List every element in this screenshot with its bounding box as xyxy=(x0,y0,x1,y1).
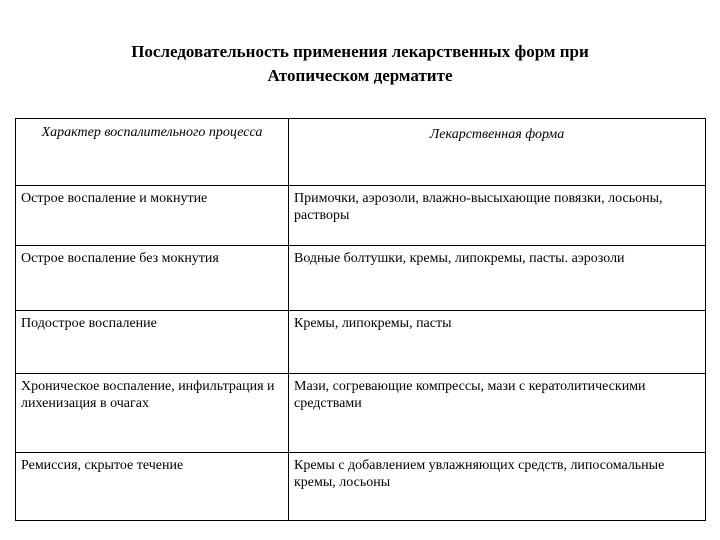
drug-forms-table xyxy=(15,118,706,521)
drug-form-cell: Мази, согревающие компрессы, мази с кератолитическими средствами xyxy=(289,374,706,453)
process-cell: Подострое воспаление xyxy=(16,311,289,374)
drug-form-cell: Водные болтушки, кремы, липокремы, пасты. аэрозоли xyxy=(289,246,706,311)
table-row xyxy=(16,246,706,311)
table-header-row xyxy=(16,119,706,186)
drug-form-cell: Кремы с добавлением увлажняющих средств, липосомальные кремы, лосьоны xyxy=(289,453,706,521)
process-cell: Острое воспаление и мокнутие xyxy=(16,186,289,246)
drug-form-cell: Примочки, аэрозоли, влажно-высыхающие повязки, лосьоны, растворы xyxy=(289,186,706,246)
page-title xyxy=(0,40,720,88)
table-row xyxy=(16,186,706,246)
table-row xyxy=(16,374,706,453)
process-cell: Острое воспаление без мокнутия xyxy=(16,246,289,311)
header-drug-form: Лекарственная форма xyxy=(289,119,706,186)
title-line-2: Атопическом дерматите xyxy=(267,66,453,85)
title-line-1: Последовательность применения лекарственных форм при xyxy=(131,42,589,61)
table-row xyxy=(16,453,706,521)
header-process: Характер воспалительного процесса xyxy=(16,119,289,186)
drug-form-cell: Кремы, липокремы, пасты xyxy=(289,311,706,374)
table-row xyxy=(16,311,706,374)
process-cell: Хроническое воспаление, инфильтрация и лихенизация в очагах xyxy=(16,374,289,453)
process-cell: Ремиссия, скрытое течение xyxy=(16,453,289,521)
